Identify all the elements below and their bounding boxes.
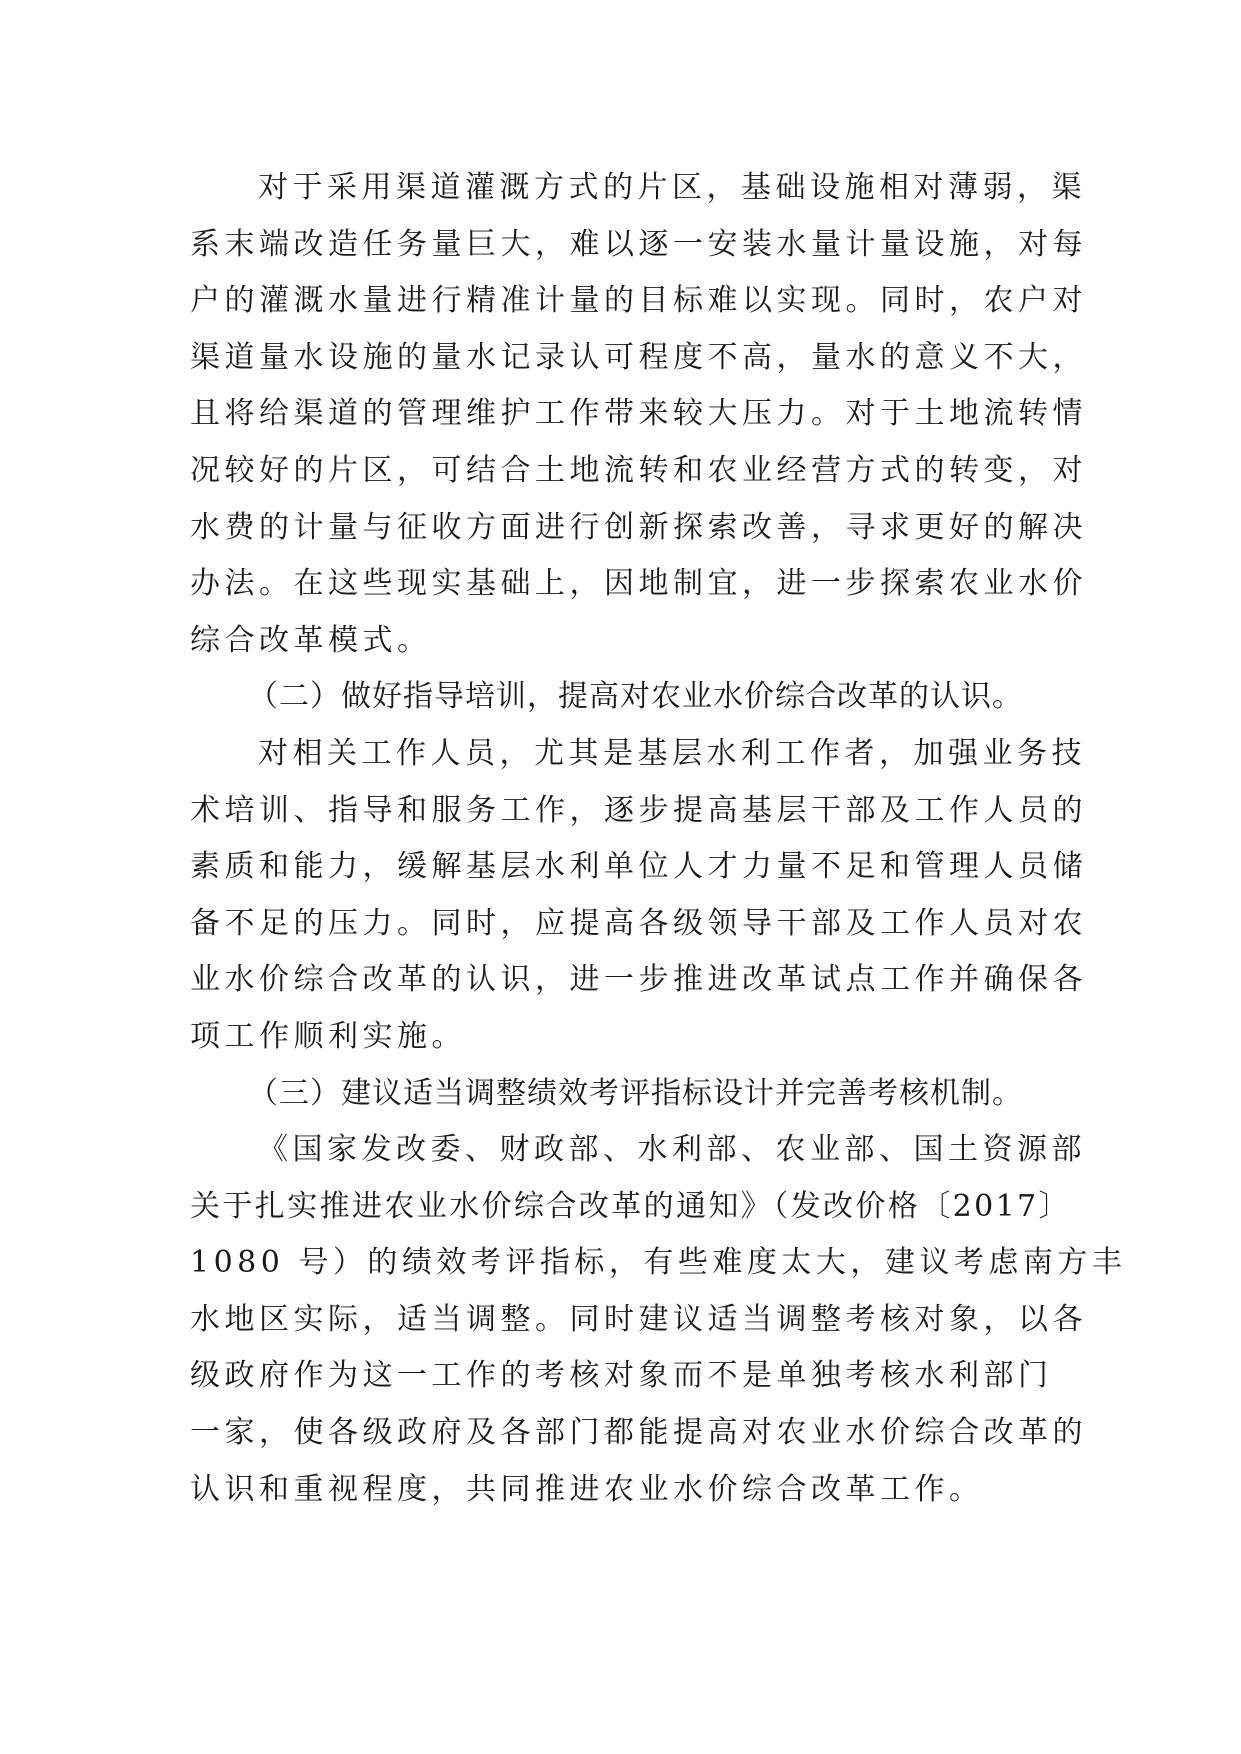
paragraph-line: 项工作顺利实施。 <box>190 1018 466 1054</box>
paragraph-line: 一家，使各级政府及各部门都能提高对农业水价综合改革的 <box>190 1415 1087 1451</box>
paragraph-line: 备不足的压力。同时，应提高各级领导干部及工作人员对农 <box>190 905 1087 941</box>
paragraph-line: 1080 号）的绩效考评指标，有些难度太大，建议考虑南方丰 <box>190 1245 1127 1281</box>
paragraph-2 <box>190 726 1087 1066</box>
paragraph-line: 综合改革模式。 <box>190 622 432 658</box>
paragraph-line: 业水价综合改革的认识，进一步推进改革试点工作并确保各 <box>190 962 1087 998</box>
paragraph-1 <box>190 160 1087 669</box>
paragraph-line: 且将给渠道的管理维护工作带来较大压力。对于土地流转情 <box>190 396 1087 432</box>
paragraph-line: 级政府作为这一工作的考核对象而不是单独考核水利部门 <box>190 1358 1053 1394</box>
paragraph-line: 办法。在这些现实基础上，因地制宜，进一步探索农业水价 <box>190 566 1087 602</box>
paragraph-line: 渠道量水设施的量水记录认可程度不高，量水的意义不大， <box>190 339 1087 375</box>
section-heading-text: （二）做好指导培训，提高对农业水价综合改革的认识。 <box>248 679 1023 715</box>
paragraph-3 <box>190 1122 1127 1518</box>
paragraph-line: 《国家发改委、财政部、水利部、农业部、国土资源部 <box>258 1132 1086 1168</box>
paragraph-line: 系末端改造任务量巨大，难以逐一安装水量计量设施，对每 <box>190 226 1087 262</box>
paragraph-line: 户的灌溉水量进行精准计量的目标难以实现。同时，农户对 <box>190 283 1087 319</box>
paragraph-line: 关于扎实推进农业水价综合改革的通知》（发改价格〔2017〕 <box>190 1188 1071 1224</box>
paragraph-line: 水地区实际，适当调整。同时建议适当调整考核对象，以各 <box>190 1301 1087 1337</box>
paragraph-line: 术培训、指导和服务工作，逐步提高基层干部及工作人员的 <box>190 792 1087 828</box>
paragraph-line: 认识和重视程度，共同推进农业水价综合改革工作。 <box>190 1471 984 1507</box>
paragraph-line: 对相关工作人员，尤其是基层水利工作者，加强业务技 <box>258 735 1086 771</box>
paragraph-line: 况较好的片区，可结合土地流转和农业经营方式的转变，对 <box>190 452 1087 488</box>
paragraph-line: 素质和能力，缓解基层水利单位人才力量不足和管理人员储 <box>190 849 1087 885</box>
paragraph-line: 水费的计量与征收方面进行创新探索改善，寻求更好的解决 <box>190 509 1087 545</box>
document-body <box>190 160 1127 1518</box>
section-heading-text: （三）建议适当调整绩效考评指标设计并完善考核机制。 <box>248 1075 1023 1111</box>
section-heading-3 <box>190 1066 1070 1123</box>
paragraph-line: 对于采用渠道灌溉方式的片区，基础设施相对薄弱，渠 <box>258 170 1086 205</box>
section-heading-2 <box>190 669 1070 726</box>
